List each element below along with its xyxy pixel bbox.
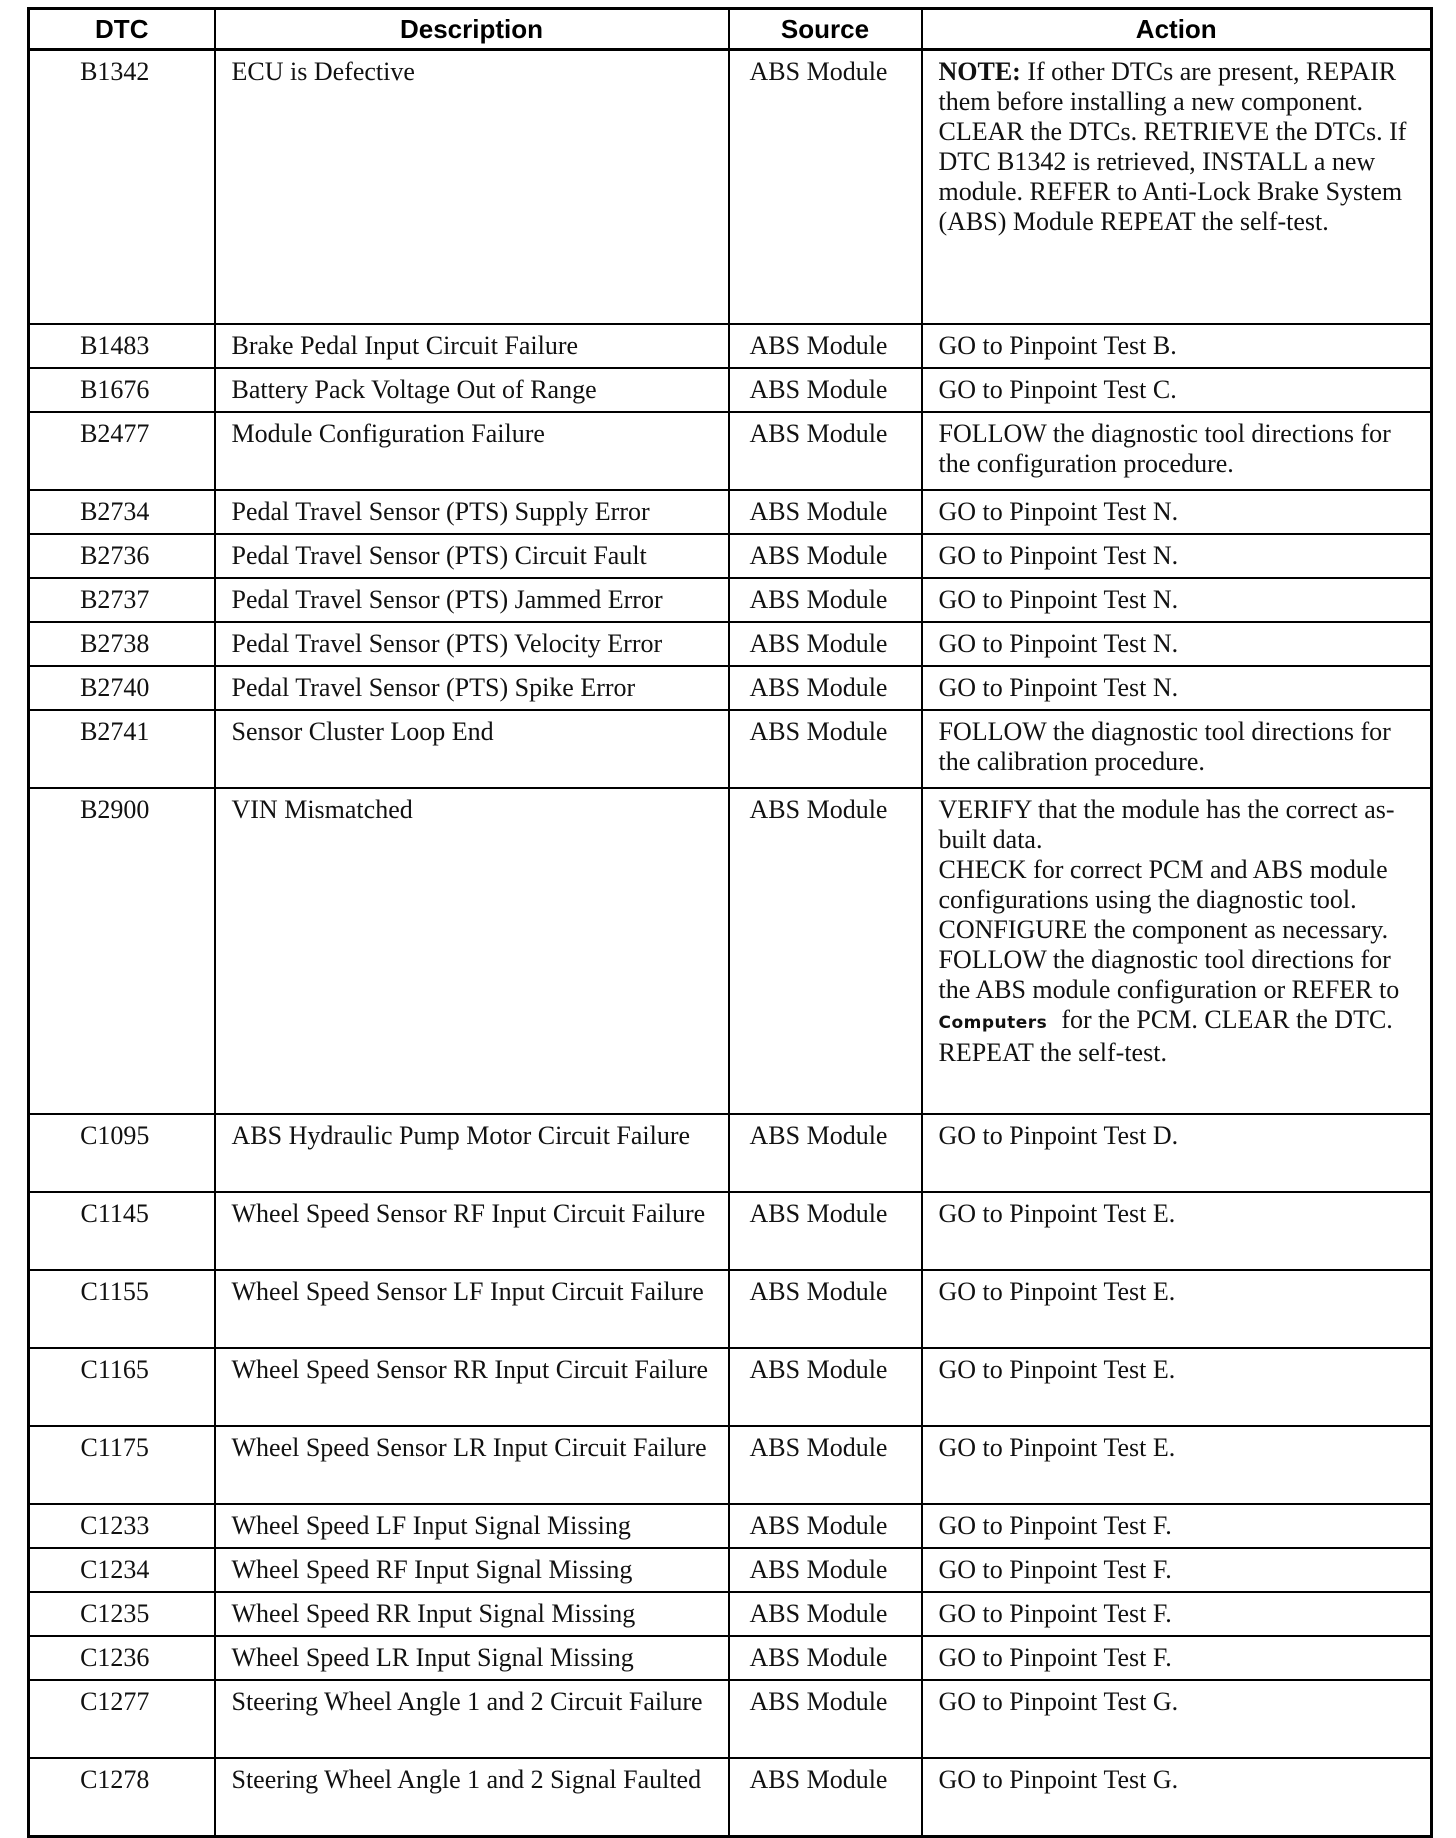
dtc-source: ABS Module [729, 1270, 922, 1348]
computers-reference: Computers [938, 1013, 1048, 1033]
dtc-source: ABS Module [729, 534, 922, 578]
table-row [29, 368, 1432, 412]
dtc-source: ABS Module [729, 50, 922, 325]
dtc-table [27, 7, 1433, 1838]
table-row [29, 490, 1432, 534]
dtc-action [922, 50, 1432, 325]
dtc-code: B2736 [29, 534, 215, 578]
dtc-code: C1165 [29, 1348, 215, 1426]
dtc-description: Pedal Travel Sensor (PTS) Jammed Error [215, 578, 729, 622]
table-row [29, 1636, 1432, 1680]
dtc-code: C1095 [29, 1114, 215, 1192]
dtc-source: ABS Module [729, 1426, 922, 1504]
dtc-code: C1175 [29, 1426, 215, 1504]
dtc-source: ABS Module [729, 666, 922, 710]
table-row [29, 1270, 1432, 1348]
table-row [29, 710, 1432, 788]
dtc-code: C1234 [29, 1548, 215, 1592]
dtc-code: B1676 [29, 368, 215, 412]
dtc-code: C1277 [29, 1680, 215, 1758]
table-row [29, 324, 1432, 368]
dtc-source: ABS Module [729, 710, 922, 788]
dtc-code: B2477 [29, 412, 215, 490]
dtc-source: ABS Module [729, 1758, 922, 1837]
dtc-description: Steering Wheel Angle 1 and 2 Signal Faulted [215, 1758, 729, 1837]
dtc-description: Wheel Speed LF Input Signal Missing [215, 1504, 729, 1548]
dtc-source: ABS Module [729, 368, 922, 412]
dtc-source: ABS Module [729, 412, 922, 490]
dtc-action: GO to Pinpoint Test N. [922, 622, 1432, 666]
dtc-description: Pedal Travel Sensor (PTS) Spike Error [215, 666, 729, 710]
dtc-action: GO to Pinpoint Test E. [922, 1270, 1432, 1348]
dtc-code: C1236 [29, 1636, 215, 1680]
dtc-description: Pedal Travel Sensor (PTS) Supply Error [215, 490, 729, 534]
dtc-source: ABS Module [729, 324, 922, 368]
header-dtc: DTC [29, 9, 215, 50]
action-note [939, 57, 1425, 117]
dtc-action: GO to Pinpoint Test N. [922, 490, 1432, 534]
dtc-description: Wheel Speed RR Input Signal Missing [215, 1592, 729, 1636]
dtc-description: Wheel Speed Sensor LF Input Circuit Failure [215, 1270, 729, 1348]
dtc-source: ABS Module [729, 578, 922, 622]
dtc-description: Wheel Speed Sensor RF Input Circuit Failure [215, 1192, 729, 1270]
table-row [29, 1548, 1432, 1592]
dtc-description: ECU is Defective [215, 50, 729, 325]
dtc-code: C1233 [29, 1504, 215, 1548]
table-row [29, 788, 1432, 1114]
action-line-1: VERIFY that the module has the correct as-built data. [938, 795, 1395, 854]
table-row [29, 1680, 1432, 1758]
header-description: Description [215, 9, 729, 50]
dtc-source: ABS Module [729, 1114, 922, 1192]
dtc-code: B2900 [29, 788, 215, 1114]
dtc-source: ABS Module [729, 788, 922, 1114]
dtc-action: GO to Pinpoint Test E. [922, 1348, 1432, 1426]
table-row [29, 50, 1432, 325]
table-row [29, 412, 1432, 490]
dtc-description: ABS Hydraulic Pump Motor Circuit Failure [215, 1114, 729, 1192]
note-text: If other DTCs are present, REPAIR them before installing a new component. [938, 57, 1397, 116]
dtc-code: B2737 [29, 578, 215, 622]
header-source: Source [729, 9, 922, 50]
dtc-description: Brake Pedal Input Circuit Failure [215, 324, 729, 368]
dtc-description: Wheel Speed Sensor RR Input Circuit Failure [215, 1348, 729, 1426]
action-line-2-before: CHECK for correct PCM and ABS module configurations using the diagnostic tool. CONFIGURE the component as necessary. FOLLOW the diagnostic tool directions for the ABS module configuration or REFER to [938, 855, 1400, 1004]
dtc-action: GO to Pinpoint Test F. [922, 1548, 1432, 1592]
dtc-action: GO to Pinpoint Test F. [922, 1636, 1432, 1680]
dtc-source: ABS Module [729, 1680, 922, 1758]
dtc-action: GO to Pinpoint Test D. [922, 1114, 1432, 1192]
action-line-2-after: for the PCM. CLEAR the DTC. REPEAT the self-test. [938, 1005, 1393, 1067]
dtc-action: GO to Pinpoint Test E. [922, 1192, 1432, 1270]
table-row [29, 1504, 1432, 1548]
header-action: Action [922, 9, 1432, 50]
dtc-code: C1145 [29, 1192, 215, 1270]
table-header-row [29, 9, 1432, 50]
action-line-2 [939, 855, 1425, 1068]
dtc-code: B1483 [29, 324, 215, 368]
dtc-code: B2741 [29, 710, 215, 788]
dtc-description: Wheel Speed LR Input Signal Missing [215, 1636, 729, 1680]
dtc-description: Module Configuration Failure [215, 412, 729, 490]
dtc-action [922, 788, 1432, 1114]
dtc-action: GO to Pinpoint Test F. [922, 1592, 1432, 1636]
table-row [29, 666, 1432, 710]
dtc-code: C1278 [29, 1758, 215, 1837]
dtc-description: VIN Mismatched [215, 788, 729, 1114]
dtc-code: B1342 [29, 50, 215, 325]
dtc-source: ABS Module [729, 490, 922, 534]
dtc-description: Pedal Travel Sensor (PTS) Circuit Fault [215, 534, 729, 578]
action-text: CLEAR the DTCs. RETRIEVE the DTCs. If DTC B1342 is retrieved, INSTALL a new module. REFER to Anti-Lock Brake System (ABS) Module REPEAT the self-test. [938, 117, 1407, 236]
dtc-source: ABS Module [729, 1592, 922, 1636]
dtc-description: Sensor Cluster Loop End [215, 710, 729, 788]
dtc-code: C1155 [29, 1270, 215, 1348]
dtc-source: ABS Module [729, 1636, 922, 1680]
dtc-action: FOLLOW the diagnostic tool directions for the calibration procedure. [922, 710, 1432, 788]
dtc-source: ABS Module [729, 1348, 922, 1426]
dtc-action: GO to Pinpoint Test F. [922, 1504, 1432, 1548]
dtc-action: GO to Pinpoint Test G. [922, 1758, 1432, 1837]
dtc-action: GO to Pinpoint Test N. [922, 666, 1432, 710]
table-row [29, 1426, 1432, 1504]
table-row [29, 1114, 1432, 1192]
dtc-action: GO to Pinpoint Test B. [922, 324, 1432, 368]
dtc-code: B2738 [29, 622, 215, 666]
table-row [29, 1592, 1432, 1636]
dtc-source: ABS Module [729, 622, 922, 666]
table-row [29, 622, 1432, 666]
dtc-description: Pedal Travel Sensor (PTS) Velocity Error [215, 622, 729, 666]
dtc-source: ABS Module [729, 1548, 922, 1592]
dtc-source: ABS Module [729, 1504, 922, 1548]
dtc-code: B2734 [29, 490, 215, 534]
dtc-action: GO to Pinpoint Test N. [922, 534, 1432, 578]
dtc-source: ABS Module [729, 1192, 922, 1270]
dtc-code: B2740 [29, 666, 215, 710]
dtc-action: GO to Pinpoint Test N. [922, 578, 1432, 622]
table-row [29, 1758, 1432, 1837]
note-label: NOTE: [938, 57, 1021, 86]
table-row [29, 1192, 1432, 1270]
dtc-description: Battery Pack Voltage Out of Range [215, 368, 729, 412]
dtc-description: Steering Wheel Angle 1 and 2 Circuit Failure [215, 1680, 729, 1758]
table-row [29, 578, 1432, 622]
dtc-action: GO to Pinpoint Test G. [922, 1680, 1432, 1758]
dtc-description: Wheel Speed RF Input Signal Missing [215, 1548, 729, 1592]
dtc-action: GO to Pinpoint Test E. [922, 1426, 1432, 1504]
table-row [29, 534, 1432, 578]
dtc-action: GO to Pinpoint Test C. [922, 368, 1432, 412]
dtc-description: Wheel Speed Sensor LR Input Circuit Failure [215, 1426, 729, 1504]
dtc-code: C1235 [29, 1592, 215, 1636]
dtc-action: FOLLOW the diagnostic tool directions for the configuration procedure. [922, 412, 1432, 490]
table-row [29, 1348, 1432, 1426]
